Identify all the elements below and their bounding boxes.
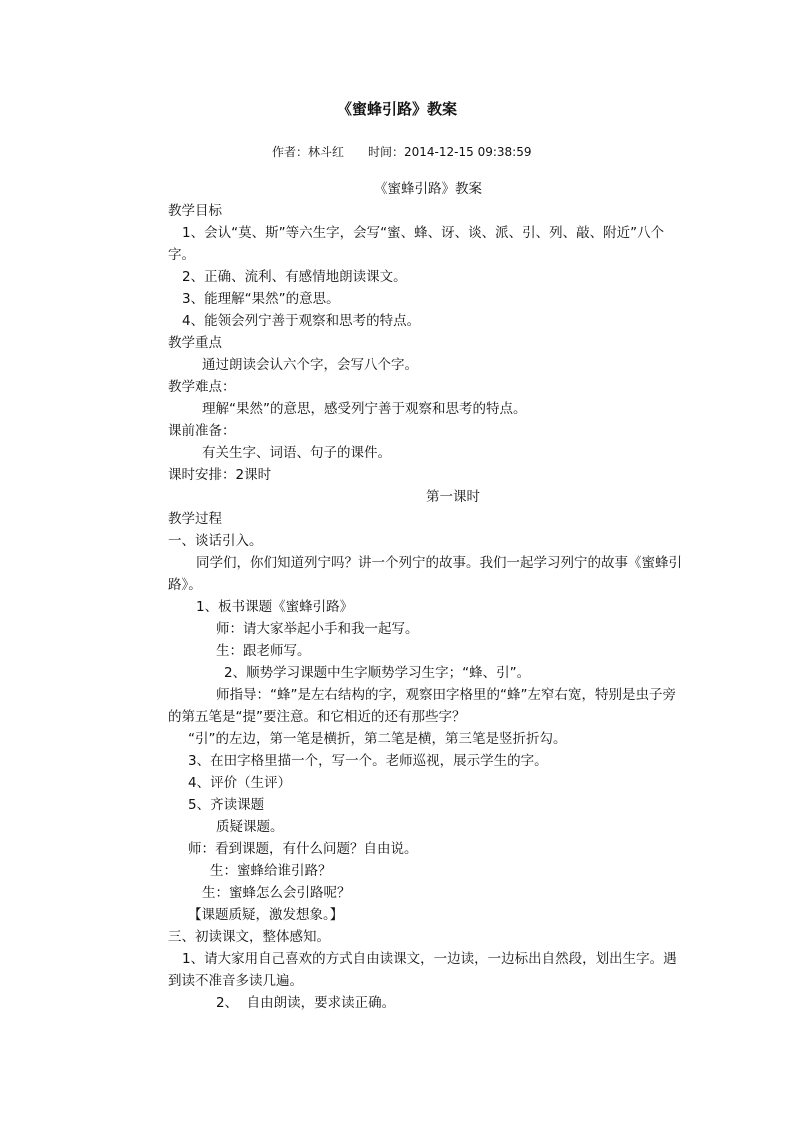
question-title: 质疑课题。 [216,819,284,835]
substep-2: 2、顺势学习课题中生字顺势学习生字；“蜂、引”。 [224,665,531,681]
heading-objectives: 教学目标 [168,203,222,219]
section-title: 《蜜蜂引路》教案 [374,181,482,197]
document-meta [272,143,531,160]
step-three-2: 2、 自由朗读，要求读正确。 [216,995,396,1011]
objective-3: 3、能理解“果然”的意思。 [182,291,340,307]
author-label: 作者：林斗红 [272,145,345,159]
step-three: 三、初读课文，整体感知。 [168,929,330,945]
step-three-1: 1、请大家用自己喜欢的方式自由读课文，一边读，一边标出自然段，划出生字。遇到读不准音多读几遍。 [168,951,677,989]
heading-preparation: 课前准备： [168,423,236,439]
objective-2: 2、正确、流利、有感情地朗读课文。 [182,269,407,285]
student-line-3: 生：蜜蜂怎么会引路呢？ [202,885,351,901]
substep-1: 1、板书课题《蜜蜂引路》 [196,599,354,615]
note-bracket: 【课题质疑，激发想象。】 [188,907,344,923]
heading-process: 教学过程 [168,511,222,527]
difficulties-text: 理解“果然”的意思，感受列宁善于观察和思考的特点。 [202,401,527,417]
schedule-text: 课时安排：2课时 [168,467,272,483]
step-intro: 一、谈话引入。 [168,533,263,549]
substep-3: 3、在田字格里描一个，写一个。老师巡视，展示学生的字。 [188,753,548,769]
substep-4: 4、评价（生评） [188,775,292,791]
lesson-one-heading: 第一课时 [426,489,480,505]
student-line-1: 生：跟老师写。 [216,643,311,659]
teacher-guidance: 师指导：“蜂”是左右结构的字，观察田字格里的“蜂”左窄右宽，特别是虫子旁的第五笔是“提”要注意。和它相近的还有那些字？ [168,687,676,725]
time-label: 时间：2014-12-15 09:38:59 [368,145,532,159]
objective-1: 1、会认“莫、斯”等六生字，会写“蜜、蜂、讶、谈、派、引、列、敲、附近”八个字。 [168,225,665,263]
document-title: 《蜜蜂引路》教案 [336,100,457,118]
preparation-text: 有关生字、词语、句子的课件。 [202,445,391,461]
teacher-line-1: 师：请大家举起小手和我一起写。 [216,621,419,637]
intro-text: 同学们，你们知道列宁吗？讲一个列宁的故事。我们一起学习列宁的故事《蜜蜂引路》。 [168,555,682,593]
student-line-2: 生：蜜蜂给谁引路？ [210,863,332,879]
objective-4: 4、能领会列宁善于观察和思考的特点。 [182,313,421,329]
heading-key-points: 教学重点 [168,335,222,351]
heading-difficulties: 教学难点： [168,379,236,395]
document-body [168,178,688,1014]
substep-5: 5、齐读课题 [188,797,265,813]
yin-stroke-text: “引”的左边，第一笔是横折，第二笔是横，第三笔是竖折折勾。 [188,731,567,747]
key-points-text: 通过朗读会认六个字，会写八个字。 [202,357,418,373]
teacher-line-2: 师：看到课题，有什么问题？自由说。 [188,841,418,857]
